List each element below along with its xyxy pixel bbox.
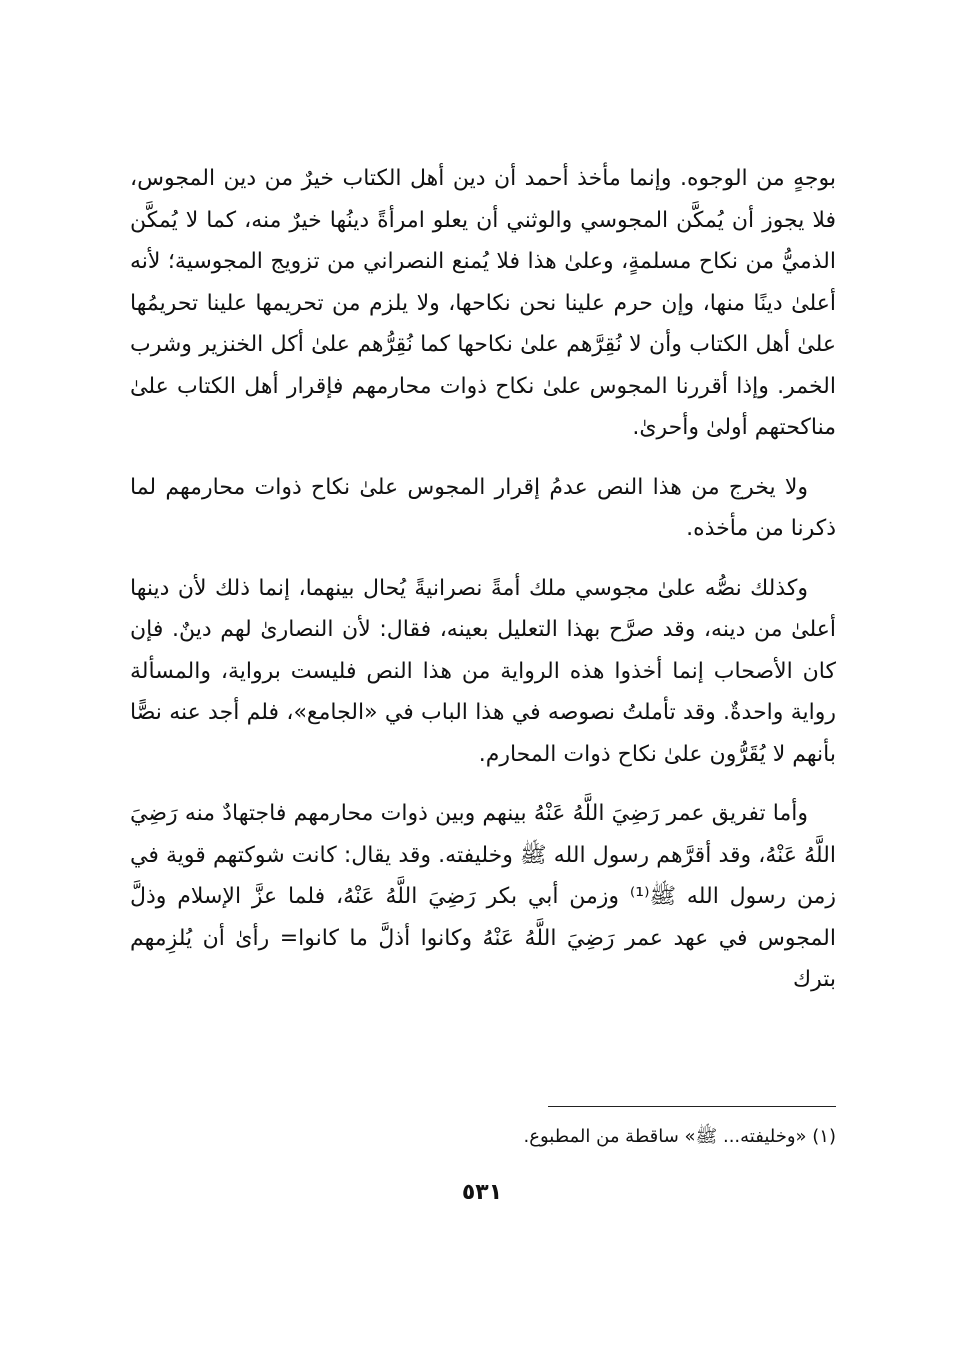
- paragraph-4: وأما تفريق عمر رَضِيَ اللَّهُ عَنْهُ بينهم وبين ذوات محارمهم فاجتهادٌ منه رَضِيَ اللَّهُ عَنْهُ، وقد أقرَّهم رسول الله ﷺ وخليفته. وقد يقال: كانت شوكتهم قوية في زمن رسول الله ﷺ⁽¹⁾ وزمن أبي بكر رَضِيَ اللَّهُ عَنْهُ، فلما عزَّ الإسلام وذلَّ المجوس في عهد عمر رَضِيَ اللَّهُ عَنْهُ وكانوا أذلَّ ما كانوا= رأىٰ أن يُلزِمهم بترك: [130, 801, 836, 992]
- footnote-divider: [548, 1106, 836, 1107]
- page-number: ٥٣١: [461, 1180, 503, 1205]
- paragraph-3: وكذلك نصُّه علىٰ مجوسي ملك أمةً نصرانيةً يُحال بينهما، إنما ذلك لأن دينها أعلىٰ من دينه، وقد صرَّح بهذا التعليل بعينه، فقال: لأن النصارىٰ لهم دينٌ. فإن كان الأصحاب إنما أخذوا هذه الرواية من هذا النص فليست برواية، والمسألة رواية واحدةٌ. وقد تأملتُ نصوصه في هذا الباب في «الجامع»، فلم أجد عنه نصًّا بأنهم لا يُقَرُّون علىٰ نكاح ذوات المحارم.: [130, 575, 836, 767]
- footnote: (١) «وخليفته... ﷺ» ساقطة من المطبوع.: [523, 1126, 836, 1147]
- paragraph-1: بوجهٍ من الوجوه. وإنما مأخذ أحمد أن دين أهل الكتاب خيرٌ من دين المجوس، فلا يجوز أن يُمكَّن المجوسي والوثني أن يعلو امرأةً دينُها خيرٌ منه، كما لا يُمكَّن الذميُّ من نكاح مسلمةٍ، وعلىٰ هذا فلا يُمنع النصراني من تزويج المجوسية؛ لأنه أعلىٰ دينًا منها، وإن حرم علينا نحن نكاحها، ولا يلزم من تحريمها علينا تحريمُها علىٰ أهل الكتاب وأن لا نُقِرَّهم علىٰ نكاحها كما نُقِرُّهم علىٰ أكل الخنزير وشرب الخمر. وإذا أقررنا المجوس علىٰ نكاح ذوات محارمهم فإقرار أهل الكتاب علىٰ مناكحتهم أولىٰ وأحرىٰ.: [130, 166, 836, 440]
- main-text: [130, 158, 836, 1019]
- paragraph-2: ولا يخرج من هذا النص عدمُ إقرار المجوس علىٰ نكاح ذوات محارمهم لما ذكرنا من مأخذه.: [130, 474, 836, 541]
